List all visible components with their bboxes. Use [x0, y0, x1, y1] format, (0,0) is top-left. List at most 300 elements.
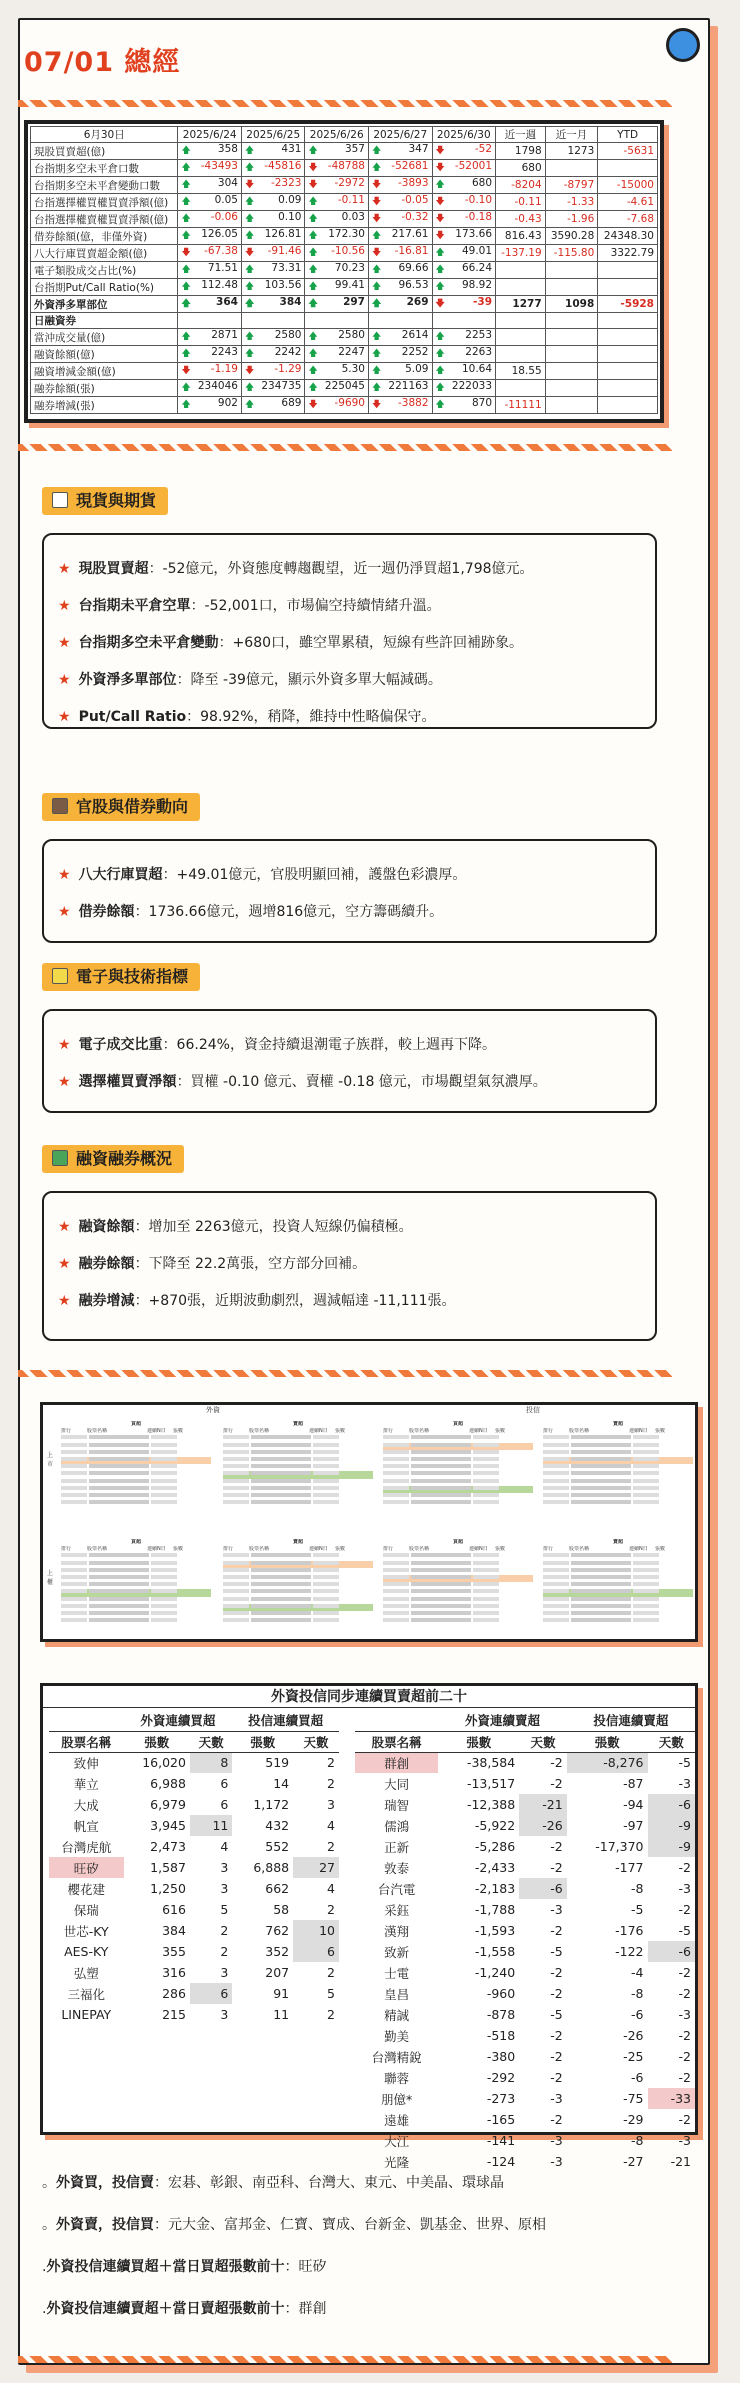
mini-placeholder	[151, 1471, 177, 1475]
sync-ranking-table	[40, 1683, 698, 2170]
mini-placeholder	[473, 1479, 499, 1483]
table-cell: -292	[486, 2070, 516, 2085]
table-cell	[545, 363, 598, 380]
mini-row	[383, 1611, 533, 1618]
mini-placeholder	[61, 1553, 87, 1557]
table-cell	[496, 329, 546, 346]
cell-value: 431	[281, 143, 302, 155]
mini-row	[383, 1575, 533, 1582]
mini-row	[61, 1611, 211, 1618]
mini-placeholder	[151, 1604, 177, 1608]
table-cell: -878	[486, 2007, 516, 2022]
mini-placeholder	[61, 1435, 87, 1439]
table-row	[355, 1752, 695, 1773]
arrow-up-icon: 🡅	[308, 214, 318, 224]
table-cell	[305, 296, 369, 313]
mini-placeholder	[151, 1618, 177, 1622]
table-cell	[545, 329, 598, 346]
mini-placeholder	[61, 1457, 87, 1461]
mini-placeholder	[151, 1575, 177, 1579]
table-cell	[432, 245, 496, 262]
mini-col-header: 張數	[655, 1428, 666, 1435]
table-cell	[241, 160, 305, 177]
arrow-down-icon: 🡇	[181, 248, 191, 258]
mini-placeholder	[383, 1435, 409, 1439]
cell-value: 347	[408, 143, 429, 155]
table-cell	[305, 211, 369, 228]
cell-value: -115.80	[553, 247, 595, 259]
table-cell: -2	[550, 1755, 563, 1771]
cell-value: -11111	[504, 399, 542, 411]
mini-row	[61, 1500, 211, 1507]
star-icon: ★	[58, 1293, 71, 1309]
mini-placeholder	[411, 1589, 471, 1593]
table-cell: 6	[293, 1941, 339, 1962]
section-title: 融資融券概況	[76, 1149, 173, 1168]
stock-name: AES-KY	[64, 1944, 109, 1959]
mini-row	[383, 1618, 533, 1625]
column-header: 2025/6/30	[432, 127, 496, 143]
table-cell: -5	[550, 2007, 563, 2022]
mini-placeholder	[543, 1604, 569, 1608]
mini-placeholder	[313, 1479, 339, 1483]
mini-side-label: 上市	[47, 1452, 54, 1468]
col-header: 天數	[293, 1731, 339, 1752]
table-cell: -2	[550, 2028, 563, 2043]
table-cell: 4	[220, 1839, 229, 1854]
table-cell	[598, 397, 658, 414]
mini-block-title: 賣超	[292, 1421, 303, 1427]
bullet-item	[58, 1072, 641, 1092]
table-cell: 11	[190, 1815, 232, 1836]
stock-name: 遠雄	[384, 2112, 410, 2128]
row-label: 當沖成交量(億)	[31, 329, 178, 346]
mini-placeholder	[251, 1464, 311, 1468]
stock-name: 士電	[384, 1965, 410, 1981]
cell-value: -2972	[334, 177, 365, 189]
mini-placeholder	[383, 1582, 409, 1586]
footnote-prefix: .	[42, 2259, 47, 2275]
table-row	[31, 279, 658, 296]
arrow-down-icon: 🡇	[371, 214, 382, 224]
table-cell: 6	[220, 1776, 229, 1791]
mini-row	[223, 1493, 373, 1500]
arrow-up-icon: 🡅	[308, 299, 318, 309]
stock-name: 儒鴻	[384, 1818, 410, 1834]
mini-placeholder	[473, 1471, 499, 1475]
table-cell: -518	[486, 2028, 516, 2043]
mini-placeholder	[251, 1471, 311, 1475]
row-label: 借券餘額(億，非僅外資)	[31, 228, 178, 245]
group-header: 外資連續賣超	[438, 1710, 566, 1731]
mini-placeholder	[251, 1486, 311, 1490]
mini-row	[61, 1589, 211, 1596]
row-label: 台指選擇權賣權買賣淨額(億)	[31, 211, 178, 228]
mini-header-row	[223, 1546, 373, 1553]
mini-placeholder	[411, 1500, 471, 1504]
arrow-up-icon: 🡅	[435, 349, 445, 359]
mini-row	[543, 1493, 693, 1500]
stock-name: 大成	[73, 1797, 99, 1813]
mini-placeholder	[151, 1597, 177, 1601]
arrow-up-icon: 🡅	[181, 383, 191, 393]
mini-placeholder	[473, 1618, 499, 1622]
table-cell	[496, 160, 546, 177]
mini-placeholder	[61, 1611, 87, 1615]
table-cell: 2	[327, 1965, 335, 1980]
bullet-label: 台指期多空未平倉變動	[78, 635, 219, 651]
table-cell: -94	[623, 1797, 644, 1812]
mini-right-title: 投信	[526, 1406, 540, 1414]
mini-row	[383, 1568, 533, 1575]
table-cell: -2	[678, 1902, 691, 1917]
mini-placeholder	[571, 1435, 631, 1439]
arrow-up-icon: 🡅	[181, 265, 191, 275]
mini-row	[383, 1589, 533, 1596]
mini-row	[543, 1471, 693, 1478]
corner-dot-icon	[666, 28, 700, 62]
cell-value: 3322.79	[610, 247, 654, 259]
stock-name: 櫻花建	[67, 1881, 105, 1897]
mini-placeholder	[313, 1443, 339, 1447]
table-cell: 2	[327, 1902, 335, 1917]
mini-placeholder	[383, 1471, 409, 1475]
table-row	[49, 1920, 339, 1941]
table-cell: 2,473	[150, 1839, 186, 1854]
bullet-label: 電子成交比重	[78, 1037, 163, 1053]
mini-placeholder	[89, 1575, 149, 1579]
mini-placeholder	[223, 1471, 249, 1475]
mini-placeholder	[571, 1589, 631, 1593]
table-cell	[598, 194, 658, 211]
cell-value: 24348.30	[603, 230, 654, 242]
mini-block	[61, 1421, 211, 1507]
arrow-down-icon: 🡇	[244, 180, 255, 190]
mini-placeholder	[89, 1568, 149, 1572]
table-cell	[432, 160, 496, 177]
table-cell	[241, 143, 305, 160]
mini-placeholder	[89, 1618, 149, 1622]
mini-row	[543, 1568, 693, 1575]
table-cell	[496, 397, 546, 414]
mini-row	[543, 1611, 693, 1618]
mini-placeholder	[223, 1597, 249, 1601]
stock-name: 皇昌	[384, 1986, 410, 2002]
table-cell	[432, 143, 496, 160]
mini-placeholder	[473, 1597, 499, 1601]
table-cell: -2	[678, 1965, 691, 1980]
table-cell	[598, 329, 658, 346]
mini-col-header: 排行	[223, 1428, 234, 1435]
table-cell: 352	[265, 1944, 290, 1959]
mini-col-header: 排行	[383, 1428, 394, 1435]
mini-placeholder	[633, 1597, 659, 1601]
footnote-prefix: 。	[42, 2217, 56, 2233]
header-spacer	[49, 1710, 124, 1731]
star-icon: ★	[58, 904, 71, 920]
table-row	[355, 1983, 695, 2004]
table-cell: -2	[678, 2070, 691, 2085]
table-cell: 6	[220, 1797, 229, 1812]
bullet-text: ：+49.01億元，官股明顯回補，護盤色彩濃厚。	[162, 867, 467, 883]
mini-block-title: 賣超	[612, 1421, 623, 1427]
mini-placeholder	[251, 1575, 311, 1579]
table-cell: 91	[273, 1986, 290, 2001]
mini-placeholder	[473, 1568, 499, 1572]
bullet-label: 融資餘額	[78, 1219, 135, 1235]
mini-placeholder	[89, 1493, 149, 1497]
mini-row	[383, 1561, 533, 1568]
table-cell: -6	[519, 1878, 566, 1899]
mini-placeholder	[251, 1582, 311, 1586]
bullet-text: ：98.92%，稍降，維持中性略偏保守。	[186, 709, 436, 725]
table-cell	[368, 363, 432, 380]
mini-row	[61, 1464, 211, 1471]
mini-header-row	[543, 1428, 693, 1435]
mini-placeholder	[411, 1575, 471, 1579]
table-row	[355, 1815, 695, 1836]
mini-row	[383, 1479, 533, 1486]
mini-placeholder	[411, 1457, 471, 1461]
mini-placeholder	[571, 1611, 631, 1615]
bullet-label: Put/Call Ratio	[78, 709, 187, 725]
table-cell: -3	[678, 2133, 691, 2148]
table-row	[31, 143, 658, 160]
cell-value: -16.81	[394, 245, 429, 257]
cell-value: 358	[217, 143, 238, 155]
bullet-text: ：-52,001口，市場偏空持續情緒升溫。	[190, 598, 441, 614]
table-cell: 519	[265, 1755, 290, 1771]
mini-row	[383, 1471, 533, 1478]
mini-placeholder	[223, 1500, 249, 1504]
stock-name: 帆宣	[73, 1818, 99, 1834]
table-cell: -2	[550, 1986, 563, 2001]
cell-value: -7.68	[626, 213, 654, 225]
table-cell	[178, 143, 242, 160]
table-cell	[178, 346, 242, 363]
market-table-frame	[24, 120, 664, 423]
mini-placeholder	[571, 1493, 631, 1497]
cell-value: -4.61	[626, 196, 654, 208]
mini-row	[61, 1450, 211, 1457]
arrow-up-icon: 🡅	[435, 400, 445, 410]
table-row	[355, 2109, 695, 2130]
cell-value: 902	[217, 397, 238, 409]
footnote-prefix: .	[42, 2301, 47, 2317]
arrow-down-icon: 🡇	[435, 163, 445, 173]
mini-placeholder	[633, 1589, 659, 1593]
mini-row	[61, 1457, 211, 1464]
mini-placeholder	[571, 1568, 631, 1572]
mini-placeholder	[251, 1435, 311, 1439]
arrow-up-icon: 🡅	[244, 349, 255, 359]
cell-value: 1098	[565, 298, 595, 310]
section-box	[42, 1009, 657, 1113]
table-cell	[305, 228, 369, 245]
table-cell	[241, 262, 305, 279]
column-header: YTD	[598, 127, 658, 143]
mini-placeholder	[571, 1604, 631, 1608]
table-cell: -6	[631, 2007, 644, 2022]
table-cell	[598, 245, 658, 262]
table-cell: -8,276	[567, 1752, 648, 1773]
mini-block	[61, 1539, 211, 1625]
stock-name: 漢翔	[384, 1923, 410, 1939]
table-cell	[368, 279, 432, 296]
table-row	[355, 1794, 695, 1815]
mini-placeholder	[571, 1500, 631, 1504]
arrow-up-icon: 🡅	[244, 282, 255, 292]
mini-placeholder	[543, 1618, 569, 1622]
table-cell: 8	[190, 1752, 232, 1773]
mini-col-header: 股票名稱	[409, 1546, 430, 1553]
section-tag	[42, 963, 200, 991]
mini-placeholder	[151, 1493, 177, 1497]
table-cell	[178, 160, 242, 177]
table-cell	[178, 363, 242, 380]
arrow-up-icon: 🡅	[435, 248, 445, 258]
table-cell	[496, 279, 546, 296]
table-row	[49, 1836, 339, 1857]
mini-placeholder	[383, 1611, 409, 1615]
mini-col-header: 張數	[495, 1428, 506, 1435]
mini-col-header: 張數	[655, 1546, 666, 1553]
mini-block	[383, 1539, 533, 1625]
cell-value: -8797	[563, 179, 595, 191]
table-cell: 1,587	[150, 1860, 186, 1875]
mini-row	[383, 1443, 533, 1450]
table-cell	[545, 211, 598, 228]
arrow-down-icon: 🡇	[371, 180, 382, 190]
footnote	[42, 2257, 326, 2277]
table-cell	[305, 380, 369, 397]
table-cell	[598, 346, 658, 363]
footnote	[42, 2173, 504, 2193]
sync-buy-table	[49, 1710, 339, 2025]
mini-placeholder	[251, 1500, 311, 1504]
footnote-label: 外資投信連續賣超＋當日賣超張數前十	[46, 2301, 285, 2317]
table-cell	[545, 296, 598, 313]
table-cell: 2	[327, 1839, 335, 1854]
table-cell: -26	[519, 1815, 566, 1836]
stock-name: 精誠	[384, 2007, 410, 2023]
mini-placeholder	[411, 1618, 471, 1622]
mini-header-row	[61, 1546, 211, 1553]
cell-value: 70.23	[334, 262, 365, 274]
table-row	[31, 160, 658, 177]
mini-placeholder	[383, 1450, 409, 1454]
mini-row	[543, 1457, 693, 1464]
stock-name: 朋億*	[381, 2091, 413, 2107]
mini-placeholder	[633, 1575, 659, 1579]
bullet-text: ：降至 -39億元，顯示外資多單大幅減碼。	[176, 672, 442, 688]
table-cell: -21	[670, 2154, 691, 2169]
mini-row	[543, 1604, 693, 1611]
mini-row	[383, 1582, 533, 1589]
row-label: 融資增減金額(億)	[31, 363, 178, 380]
mini-placeholder	[543, 1589, 569, 1593]
mini-placeholder	[473, 1604, 499, 1608]
table-cell	[432, 194, 496, 211]
table-row	[31, 346, 658, 363]
mini-placeholder	[61, 1464, 87, 1468]
mini-col-header: 股票名稱	[87, 1546, 108, 1553]
arrow-up-icon: 🡅	[244, 332, 255, 342]
cell-value: 71.51	[207, 262, 238, 274]
divider-stripe	[18, 444, 672, 451]
table-cell: -6	[648, 1794, 695, 1815]
stock-name: 采鈺	[384, 1902, 410, 1918]
table-cell	[432, 228, 496, 245]
mini-header-row	[383, 1428, 533, 1435]
table-cell	[598, 177, 658, 194]
mini-placeholder	[223, 1575, 249, 1579]
mini-placeholder	[543, 1471, 569, 1475]
arrow-down-icon: 🡇	[181, 366, 191, 376]
mini-row	[383, 1597, 533, 1604]
cell-value: 304	[217, 177, 238, 189]
mini-row	[223, 1500, 373, 1507]
table-cell: -3	[550, 1902, 563, 1917]
mini-row	[223, 1582, 373, 1589]
arrow-up-icon: 🡅	[181, 282, 191, 292]
mini-placeholder	[61, 1604, 87, 1608]
mini-placeholder	[473, 1443, 499, 1447]
table-cell	[178, 228, 242, 245]
table-row	[355, 2046, 695, 2067]
table-cell	[241, 380, 305, 397]
arrow-up-icon: 🡅	[244, 197, 255, 207]
col-header: 天數	[648, 1731, 695, 1752]
mini-placeholder	[571, 1457, 631, 1461]
table-cell: -2	[678, 2028, 691, 2043]
mini-placeholder	[543, 1443, 569, 1447]
table-cell: -2,183	[474, 1881, 516, 1896]
table-row	[31, 228, 658, 245]
mini-placeholder	[89, 1582, 149, 1586]
table-cell	[545, 397, 598, 414]
arrow-up-icon: 🡅	[308, 282, 318, 292]
mini-placeholder	[313, 1575, 339, 1579]
table-header-row	[355, 1710, 695, 1731]
arrow-up-icon: 🡅	[181, 163, 191, 173]
arrow-down-icon: 🡇	[435, 231, 445, 241]
table-cell: -33	[648, 2088, 695, 2109]
table-header-row	[49, 1731, 339, 1752]
table-row	[31, 329, 658, 346]
bullet-text: ：增加至 2263億元，投資人短線仍偏積極。	[134, 1219, 413, 1235]
table-header-row	[31, 127, 658, 143]
arrow-up-icon: 🡅	[308, 332, 318, 342]
stock-name: 大同	[384, 1776, 410, 1792]
mini-row	[61, 1435, 211, 1442]
mini-col-header: 連續N日	[629, 1546, 648, 1553]
table-cell	[598, 296, 658, 313]
arrow-up-icon: 🡅	[181, 146, 191, 156]
table-cell: -2	[550, 2112, 563, 2127]
table-cell	[305, 329, 369, 346]
mini-placeholder	[633, 1435, 659, 1439]
mini-placeholder	[223, 1582, 249, 1586]
bullet-label: 融券增減	[78, 1293, 135, 1309]
table-cell	[368, 346, 432, 363]
table-cell	[305, 194, 369, 211]
mini-placeholder	[633, 1479, 659, 1483]
mini-placeholder	[89, 1464, 149, 1468]
table-row	[49, 2004, 339, 2025]
stock-name: 聯蓉	[384, 2070, 410, 2086]
arrow-down-icon: 🡇	[308, 180, 318, 190]
